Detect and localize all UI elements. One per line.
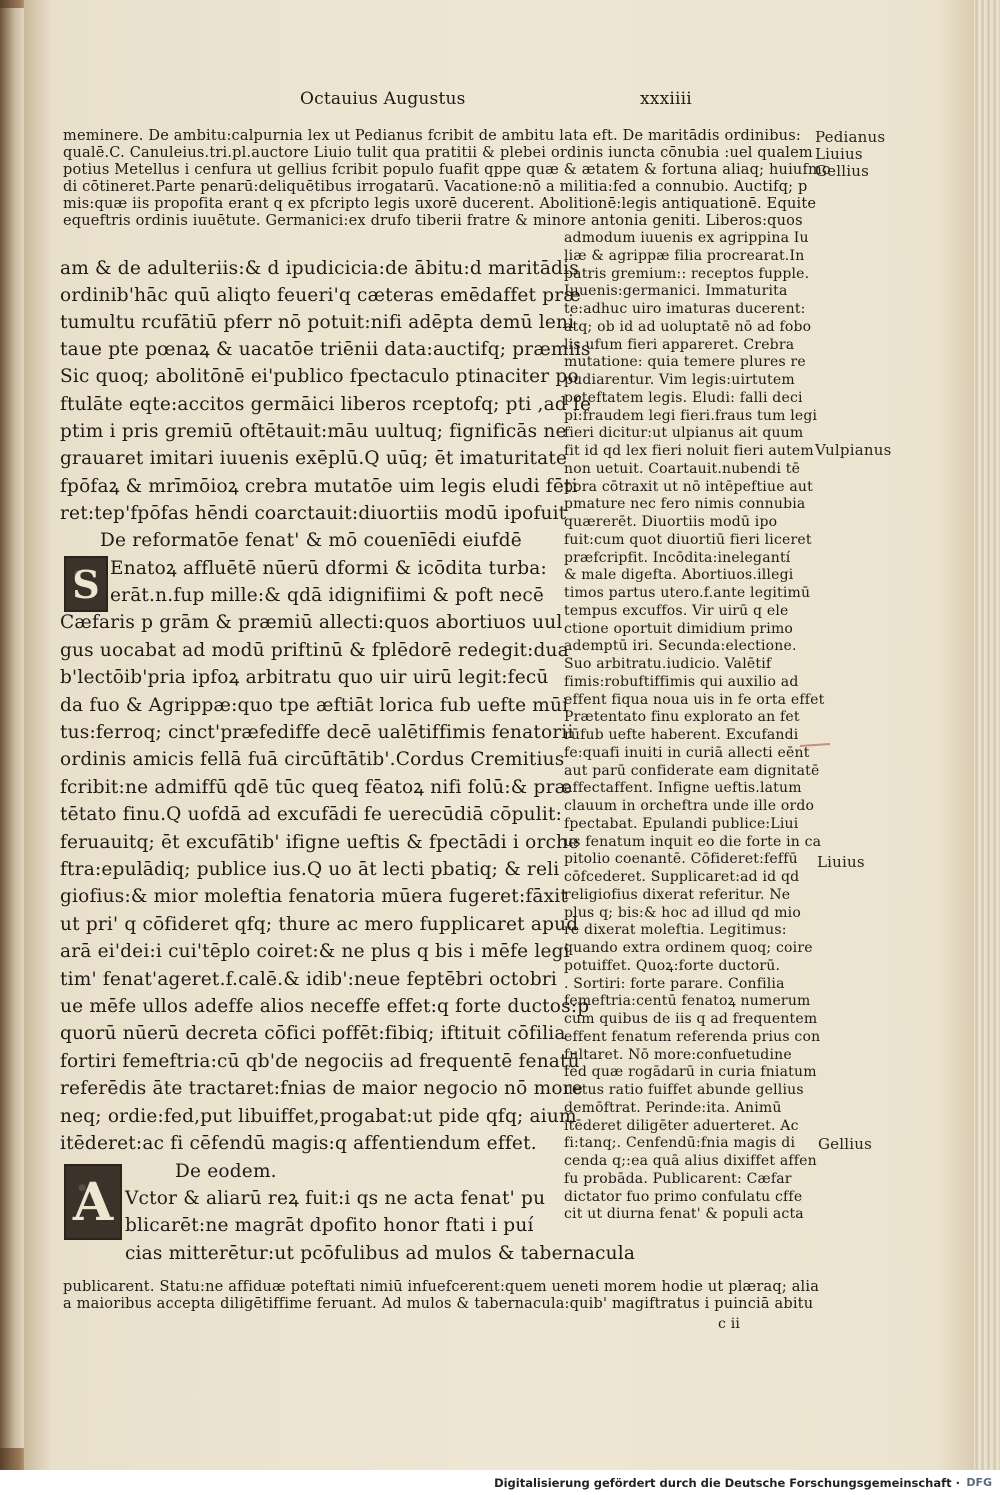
commentary-line: fi:tanq;. Cenfendū:fnia magis di [564,1135,796,1152]
commentary-line: qualē.C. Canuleius.tri.pl.auctore Liuio tulit qua pratitii & plebei ordinis iuncta cōnubia :uel qualem [63,145,813,161]
folio-number: xxxiiii [640,89,692,109]
marginal-note: Vulpianus [815,441,892,459]
commentary-line: fe:quafi inuiti in curiā allecti eēnt [564,744,810,761]
commentary-line: itēderet diligēter aduerteret. Ac [564,1117,799,1134]
commentary-line: dictator fuo primo confulatu cffe [564,1188,803,1205]
commentary-line: pi:fraudem legi fieri.fraus tum legi [564,407,818,424]
marginal-note: Gellius [815,162,870,180]
initial-letter: S [72,561,100,607]
commentary-line: pitolio coenantē. Cōfideret:feffū [564,851,798,868]
marginal-note: Pedianus [815,128,886,146]
commentary-line: publicarent. Statu:ne affiduæ poteftati nimiū infuefcerent:quem ueneti morem hodie ut plæraq; alia [63,1279,820,1295]
main-line: itēderet:ac fi cēfendū magis:q affentiendum effet. [60,1133,537,1154]
commentary-line: patris gremium:: receptos fupple. [564,265,810,282]
commentary-line: poteftatem legis. Eludi: falli deci [564,389,803,406]
main-line: ue mēfe ullos adeffe alios neceffe effet:q forte ductos:p [60,996,590,1017]
main-line: am & de adulteriis:& d ipudicicia:de ābitu:d maritādis [60,258,579,279]
main-line: erāt.n.fup mille:& qdā idignifiimi & poft necē [110,585,545,606]
marginal-note: Liuius [815,145,863,163]
main-line: referēdis āte tractaret:fnias de maior negocio nō more [60,1078,583,1099]
main-line: quorū nūerū decreta cōfici poffēt:fibiq; iftituit cōfilia [60,1023,566,1044]
commentary-line: liæ & agrippæ filia procrearat.In [564,247,805,264]
commentary-line: non uetuit. Coartauit.nubendi tē [564,460,801,477]
main-line: ftra:epulādiq; publice ius.Q uo āt lecti pbatiq; & reli [60,859,560,880]
main-line: tus:ferroq; cinct'præfediffe decē ualētiffimis fenatorii [60,722,574,743]
commentary-line: us fenatum inquit eo die forte in ca [564,833,822,850]
commentary-line: fieri dicitur:ut ulpianus ait quum [564,425,804,442]
main-line: grauaret imitari iuuenis exēplū.Q uūq; ēt imaturitate [60,448,568,469]
main-line: arā ei'dei:i cui'tēplo coiret:& ne plus q bis i mēfe legi [60,941,570,962]
dfg-logo: DFG [966,1476,992,1489]
main-line: giofius:& mior moleftia fenatoria mūera fugeret:fāxit [60,886,569,907]
commentary-line: atq; ob id ad uoluptatē nō ad fobo [564,318,812,335]
main-line: tētato finu.Q uofdā ad excufādi fe uerecūdiā cōpulit: [60,804,563,825]
main-line: Cæfaris p grām & præmiū allecti:quos abortiuos uul [60,612,563,633]
signature-mark: c ii [718,1316,741,1332]
main-line: ret:tep'fpōfas hēndi coarctauit:diuortiis modū ipofuit [60,503,567,524]
commentary-line: tempus excuffos. Vir uirū q ele [564,602,789,619]
commentary-line: . Sortiri: forte parare. Confilia [564,975,785,992]
commentary-line: femeftria:centū fenatoꝝ numerum [564,993,811,1010]
initial-letter: A [72,1171,114,1233]
commentary-line: pmature nec fero nimis connubia [564,496,806,513]
commentary-line: & male digefta. Abortiuos.illegi [564,567,794,584]
main-line: fpōfaꝝ & mrīmōioꝝ crebra mutatōe uim legis eludi fēti [60,476,578,497]
commentary-line: timos partus utero.f.ante legitimū [564,585,811,601]
section-heading: De reformatōe fenat' & mō couenīēdi eiufdē [100,530,522,551]
main-line: ut pri' q cōfideret qfq; thure ac mero fupplicaret apud [60,914,579,935]
main-line: feruauitq; ēt excufātib' ifigne ueftis & fpectādi i orche [60,832,580,853]
marginal-note: Liuius [817,853,865,871]
commentary-line: fed quæ rogādarū in curia fniatum [564,1064,817,1081]
commentary-line: meminere. De ambitu:calpurnia lex ut Pedianus fcribit de ambitu lata eft. De maritādis ordinibus: [63,128,801,144]
commentary-line: Iuuenis:germanici. Immaturita [564,283,788,300]
main-line: fcribit:ne admiffū qdē tūc queq fēatoꝝ nifi folū:& præ [60,777,573,798]
main-line: cias mitterētur:ut pcōfulibus ad mulos & tabernacula [125,1243,636,1264]
commentary-line: fimis:robuftiffimis qui auxilio ad [564,673,799,690]
commentary-line: fit id qd lex fieri noluit fieri autem [564,443,814,459]
running-head-title: Octauius Augustus [300,89,466,109]
commentary-line: cum quibus de iis q ad frequentem [564,1011,818,1027]
commentary-line: pora cōtraxit ut nō intēpeftiue aut [564,478,813,495]
commentary-line: effent fenatum referenda prius con [564,1028,821,1045]
commentary-line: pudiarentur. Vim legis:uirtutem [564,372,795,388]
commentary-line: cit ut diurna fenat' & populi acta [564,1206,804,1223]
main-line: ftulāte eqte:accitos germāici liberos rceptofq; pti ,ad fe [60,394,592,415]
commentary-line: quando extra ordinem quoq; coire [564,940,813,956]
commentary-line: re dixerat moleftia. Legitimus: [564,922,787,939]
commentary-line: cōfcederet. Supplicaret:ad id qd [564,869,800,885]
commentary-line: præfcripfit. Incōdita:inelegantí [564,549,791,566]
main-line: fortiri femeftria:cū qb'de negociis ad frequentē fenatū [60,1051,580,1072]
commentary-line: te:adhuc uiro imaturas ducerent: [564,301,806,317]
commentary-line: effent fiqua noua uis in fe orta effet [564,691,825,708]
commentary-line: ctione oportuit dimidium primo [564,620,794,637]
commentary-line: religiofius dixerat referitur. Ne [564,886,791,903]
commentary-line: fuit:cum quot diuortiū fieri liceret [564,531,812,548]
commentary-line: affectaffent. Infigne ueftis.latum [564,780,802,797]
commentary-line: quærerēt. Diuortiis modū ipo [564,514,778,530]
commentary-line: aut parū confiderate eam dignitatē [564,762,820,779]
commentary-line: di cōtineret.Parte penarū:deliquētibus irrogatarū. Vacatione:nō a militia:fed a connubio. Auctifq; p [63,179,808,195]
commentary-line: admodum iuuenis ex agrippina Iu [564,230,809,246]
main-line: tumultu rcufātiū pferr nō potuit:nifi adēpta demū leni [60,312,575,333]
commentary-line: demōftrat. Perinde:ita. Animū [564,1099,782,1116]
decorated-initial [64,1164,122,1240]
commentary-line: clauum in orcheftra unde ille ordo [564,798,815,814]
main-line: ptim i pris gremiū oftētauit:māu uultuq; fignificās ne [60,421,567,442]
commentary-line: a maioribus accepta diligētiffime feruant. Ad mulos & tabernacula:quib' magiftratus i puinciā abitu [63,1296,814,1312]
commentary-line: Suo arbitratu.iudicio. Valētif [564,656,772,672]
decorated-initial [64,556,108,612]
commentary-line: potius Metellus i cenfura ut gellius fcribit populo fuafit qppe quæ & ætatem & fortuna aliaq; huiufmo [63,162,831,178]
commentary-line: cenda q;:ea quā alius dixiffet affen [564,1153,817,1169]
main-line: Enatoꝝ affluētē nūerū dformi & icōdita turba: [110,558,547,579]
main-line: b'lectōib'pria ipfoꝝ arbitratu quo uir uirū legit:fecū [60,667,549,688]
funding-credit: Digitalisierung gefördert durch die Deutsche Forschungsgemeinschaft · [494,1476,960,1490]
commentary-line: fpectabat. Epulandi publice:Liui [564,815,799,832]
commentary-line: mis:quæ iis propofita erant q ex pfcripto legis uxorē ducerent. Abolitionē:legis antiquationē. Equite [63,196,817,212]
commentary-line: lis ufum fieri appareret. Crebra [564,336,795,353]
main-line: da fuo & Agrippæ:quo tpe æftiāt lorica fub uefte mūi [60,695,569,716]
main-line: Sic quoq; abolitōnē ei'publico fpectaculo ptinaciter po [60,366,579,387]
commentary-line: Prætentato finu explorato an fet [564,709,800,726]
commentary-line: mutatione: quia temere plures re [564,354,806,371]
main-line: Vctor & aliarū reꝝ fuit:i qs ne acta fenat' pu [125,1188,546,1209]
section-heading: De eodem. [175,1161,277,1182]
commentary-line: potuiffet. Quoꝝ:forte ductorū. [564,957,781,974]
marginal-note: Gellius [818,1135,873,1153]
main-line: taue pte pœnaꝝ & uacatōe triēnii data:auctifq; præmiis [60,339,591,360]
commentary-line: equeftris ordinis iuuētute. Germanici:ex drufo tiberii fratre & minore antonia geniti. Liberos:quos [63,213,803,229]
commentary-line: plus q; bis:& hoc ad illud qd mio [564,904,801,921]
main-line: neq; ordie:fed,put libuiffet,progabat:ut pide qfq; aium [60,1106,577,1127]
main-line: tim' fenat'ageret.f.calē.& idib':neue feptēbri octobri [60,969,558,990]
commentary-line: fu probāda. Publicarent: Cæfar [564,1170,792,1187]
commentary-line: ademptū iri. Secunda:electione. [564,638,797,655]
main-line: gus uocabat ad modū priftinū & fplēdorē redegit:dua [60,640,569,661]
commentary-line: uetus ratio fuiffet abunde gellius [564,1082,804,1098]
commentary-line: rūfub uefte haberent. Excufandi [564,727,799,743]
commentary-line: fultaret. Nō more:confuetudine [564,1046,792,1063]
main-line: ordinib'hāc quū aliqto feueri'q cæteras emēdaffet præ [60,285,581,306]
main-line: blicarēt:ne magrāt dpofito honor ftati i puí [125,1215,534,1236]
main-line: ordinis amicis fellā fuā circūftātib'.Cordus Cremitius [60,749,565,770]
